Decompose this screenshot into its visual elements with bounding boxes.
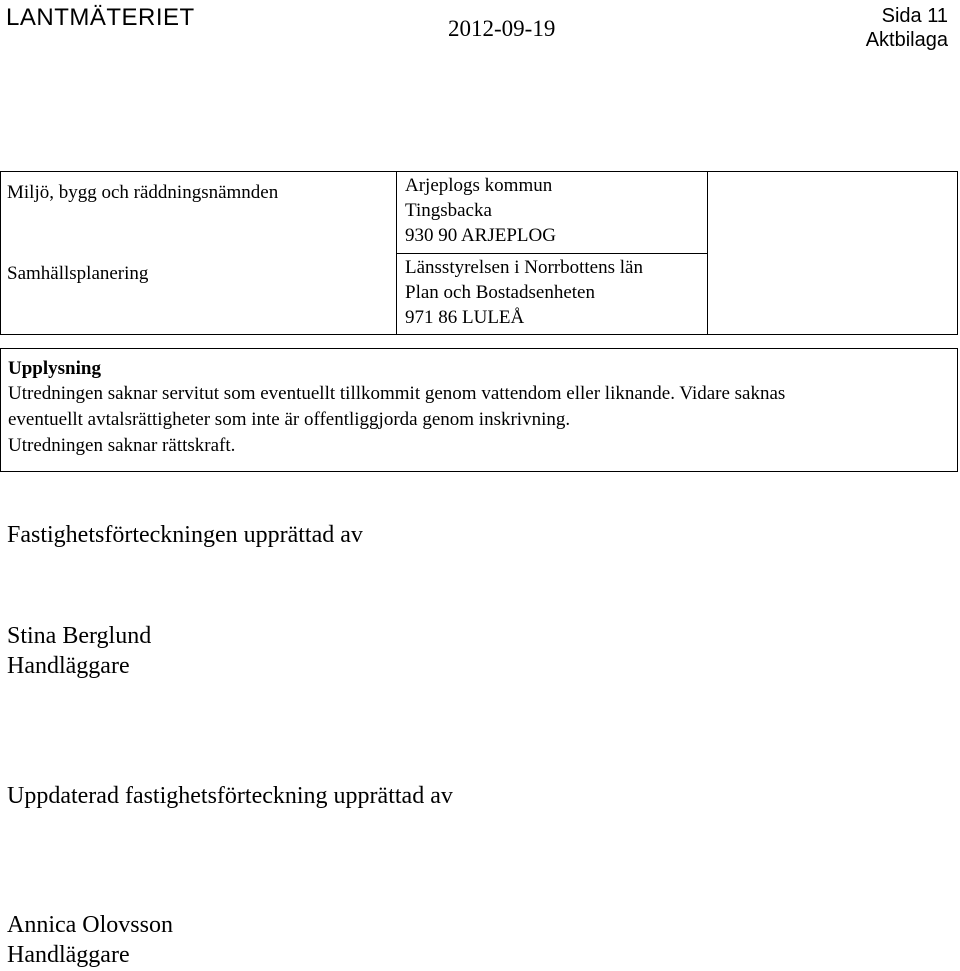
recipient-line: Länsstyrelsen i Norrbottens län [405, 257, 643, 278]
info-line: Utredningen saknar servitut som eventuellt tillkommit genom vattendom eller liknande. Vidare saknas [8, 383, 786, 404]
info-text [8, 381, 950, 459]
recipient-address [405, 255, 643, 330]
organization-name: LANTMÄTERIET [6, 4, 195, 31]
page-number: Sida 11 [881, 5, 948, 27]
prepared-by-label: Fastighetsförteckningen upprättad av [7, 522, 363, 548]
info-box [0, 348, 958, 472]
document-date: 2012-09-19 [448, 16, 556, 41]
sender-name: Samhällsplanering [7, 263, 149, 284]
recipient-line: Plan och Bostadsenheten [405, 282, 595, 303]
recipient-address [405, 173, 556, 248]
info-title: Upplysning [8, 358, 101, 379]
recipient-line: Arjeplogs kommun [405, 175, 553, 196]
signer-role: Handläggare [7, 653, 130, 679]
prepared-by-signature [7, 621, 151, 681]
address-table [0, 171, 958, 335]
sender-name: Miljö, bygg och räddningsnämnden [7, 182, 279, 203]
updated-by-label: Uppdaterad fastighetsförteckning upprättad av [7, 783, 453, 809]
page-info [866, 4, 948, 52]
table-divider [707, 172, 708, 334]
signer-role: Handläggare [7, 942, 130, 968]
recipient-line: Tingsbacka [405, 200, 492, 221]
table-divider [396, 253, 707, 254]
updated-by-signature [7, 910, 173, 970]
info-line: eventuellt avtalsrättigheter som inte är offentliggjorda genom inskrivning. [8, 409, 571, 430]
signer-name: Annica Olovsson [7, 912, 173, 938]
signer-name: Stina Berglund [7, 623, 152, 649]
recipient-line: 930 90 ARJEPLOG [405, 225, 556, 246]
recipient-line: 971 86 LULEÅ [405, 307, 525, 328]
document-type: Aktbilaga [865, 29, 948, 51]
info-line: Utredningen saknar rättskraft. [8, 435, 236, 456]
